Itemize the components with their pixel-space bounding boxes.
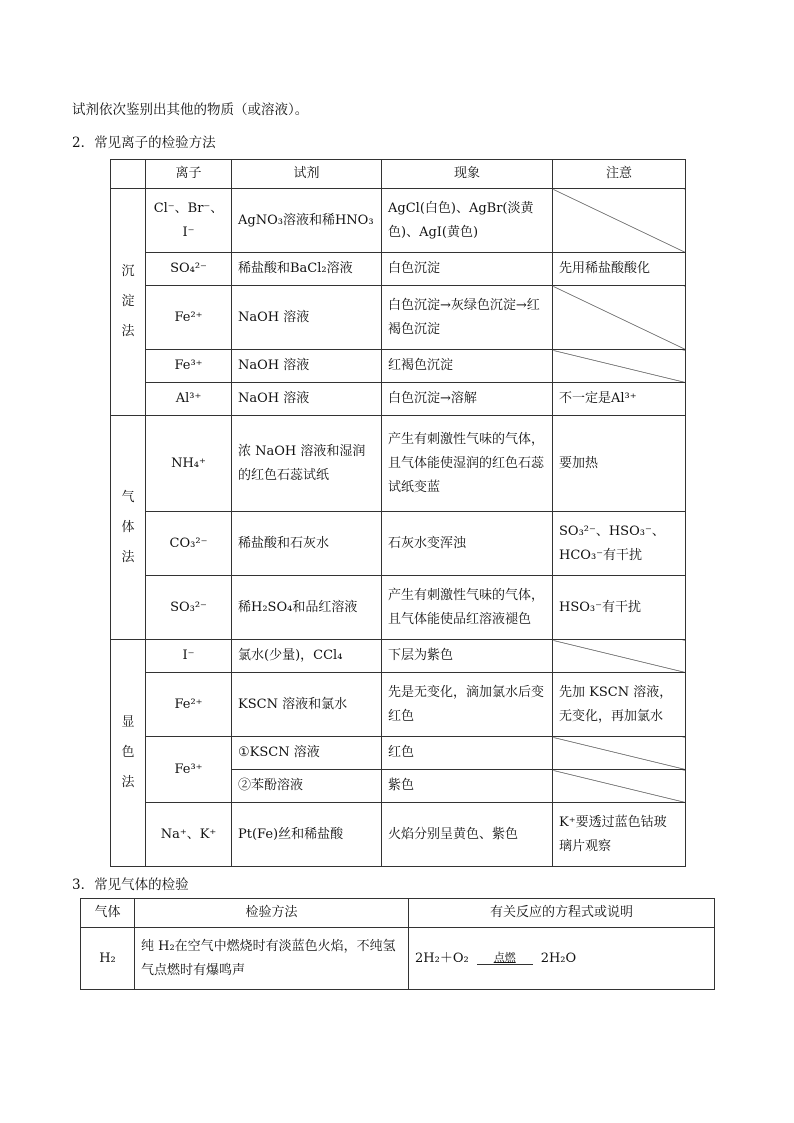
note-cell: 不一定是Al³⁺ [553, 383, 686, 416]
reagent-cell: Pt(Fe)丝和稀盐酸 [232, 803, 382, 867]
table-row [111, 253, 686, 286]
ion-cell: Na⁺、K⁺ [146, 803, 232, 867]
ion-cell: Fe³⁺ [146, 350, 232, 383]
phenomenon-cell: AgCl(白色)、AgBr(淡黄色)、AgI(黄色) [382, 189, 553, 253]
header-equation: 有关反应的方程式或说明 [409, 899, 715, 928]
note-cell: SO₃²⁻、HSO₃⁻、HCO₃⁻有干扰 [553, 512, 686, 576]
table-row [111, 189, 686, 253]
header-note: 注意 [553, 160, 686, 189]
table-row [111, 576, 686, 640]
reagent-cell: 稀H₂SO₄和品红溶液 [232, 576, 382, 640]
note-cell: K⁺要透过蓝色钴玻璃片观察 [553, 803, 686, 867]
table-row [111, 286, 686, 350]
table-row [111, 673, 686, 737]
ion-test-table [110, 159, 686, 867]
group-label-precipitation: 沉 淀 法 [111, 189, 146, 416]
note-cell-empty [553, 737, 686, 770]
reagent-cell: KSCN 溶液和氯水 [232, 673, 382, 737]
header-phenomenon: 现象 [382, 160, 553, 189]
reaction-arrow [477, 951, 533, 971]
phenomenon-cell: 紫色 [382, 770, 553, 803]
table-row [81, 928, 715, 990]
reaction-equation [415, 947, 708, 971]
phenomenon-cell: 红褐色沉淀 [382, 350, 553, 383]
phenomenon-cell: 产生有刺激性气味的气体，且气体能使湿润的红色石蕊试纸变蓝 [382, 416, 553, 512]
ion-cell: Cl⁻、Br⁻、I⁻ [146, 189, 232, 253]
note-cell-empty [553, 350, 686, 383]
table-row [111, 512, 686, 576]
reagent-cell: NaOH 溶液 [232, 350, 382, 383]
intro-line: 试剂依次鉴别出其他的物质（或溶液）。 [72, 102, 309, 118]
phenomenon-cell: 红色 [382, 737, 553, 770]
reagent-cell: ②苯酚溶液 [232, 770, 382, 803]
phenomenon-cell: 白色沉淀→溶解 [382, 383, 553, 416]
equation-products: 2H₂O [540, 950, 577, 966]
group-label-color: 显 色 法 [111, 640, 146, 867]
arrow-line [477, 964, 533, 965]
ion-cell: SO₄²⁻ [146, 253, 232, 286]
note-cell-empty [553, 286, 686, 350]
table-row [111, 803, 686, 867]
phenomenon-cell: 白色沉淀 [382, 253, 553, 286]
reagent-cell: 浓 NaOH 溶液和湿润的红色石蕊试纸 [232, 416, 382, 512]
phenomenon-cell: 火焰分别呈黄色、紫色 [382, 803, 553, 867]
table-row [111, 383, 686, 416]
phenomenon-cell: 产生有刺激性气味的气体，且气体能使品红溶液褪色 [382, 576, 553, 640]
reagent-cell: NaOH 溶液 [232, 383, 382, 416]
note-cell-empty [553, 189, 686, 253]
note-cell-empty [553, 770, 686, 803]
header-reagent: 试剂 [232, 160, 382, 189]
gas-test-table [80, 898, 715, 990]
header-ion: 离子 [146, 160, 232, 189]
reaction-condition: 点燃 [493, 950, 516, 964]
phenomenon-cell: 先是无变化，滴加氯水后变红色 [382, 673, 553, 737]
ion-cell: CO₃²⁻ [146, 512, 232, 576]
equation-reactants: 2H₂＋O₂ [415, 950, 469, 966]
ion-cell: Fe²⁺ [146, 286, 232, 350]
ion-cell: Al³⁺ [146, 383, 232, 416]
reagent-cell: ①KSCN 溶液 [232, 737, 382, 770]
note-cell: 先用稀盐酸酸化 [553, 253, 686, 286]
ion-cell: NH₄⁺ [146, 416, 232, 512]
table-row [111, 640, 686, 673]
ion-cell: I⁻ [146, 640, 232, 673]
ion-cell: Fe³⁺ [146, 737, 232, 803]
note-cell: 先加 KSCN 溶液，无变化，再加氯水 [553, 673, 686, 737]
reagent-cell: NaOH 溶液 [232, 286, 382, 350]
gas-table-header-row [81, 899, 715, 928]
reagent-cell: 氯水(少量)，CCl₄ [232, 640, 382, 673]
group-label-gas: 气 体 法 [111, 416, 146, 640]
gas-cell: H₂ [81, 928, 135, 990]
table-row [111, 737, 686, 770]
reagent-cell: 稀盐酸和BaCl₂溶液 [232, 253, 382, 286]
equation-cell [409, 928, 715, 990]
note-cell-empty [553, 640, 686, 673]
section-3-title: 3．常见气体的检验 [72, 877, 189, 893]
table-row [111, 350, 686, 383]
header-method: 检验方法 [135, 899, 409, 928]
reagent-cell: 稀盐酸和石灰水 [232, 512, 382, 576]
note-cell: 要加热 [553, 416, 686, 512]
ion-cell: SO₃²⁻ [146, 576, 232, 640]
phenomenon-cell: 白色沉淀→灰绿色沉淀→红褐色沉淀 [382, 286, 553, 350]
section-2-title: 2．常见离子的检验方法 [72, 135, 216, 151]
table-row [111, 416, 686, 512]
ion-table-header-row [111, 160, 686, 189]
method-cell: 纯 H₂在空气中燃烧时有淡蓝色火焰，不纯氢气点燃时有爆鸣声 [135, 928, 409, 990]
phenomenon-cell: 石灰水变浑浊 [382, 512, 553, 576]
header-gas: 气体 [81, 899, 135, 928]
header-blank [111, 160, 146, 189]
reagent-cell: AgNO₃溶液和稀HNO₃ [232, 189, 382, 253]
note-cell: HSO₃⁻有干扰 [553, 576, 686, 640]
ion-cell: Fe²⁺ [146, 673, 232, 737]
phenomenon-cell: 下层为紫色 [382, 640, 553, 673]
